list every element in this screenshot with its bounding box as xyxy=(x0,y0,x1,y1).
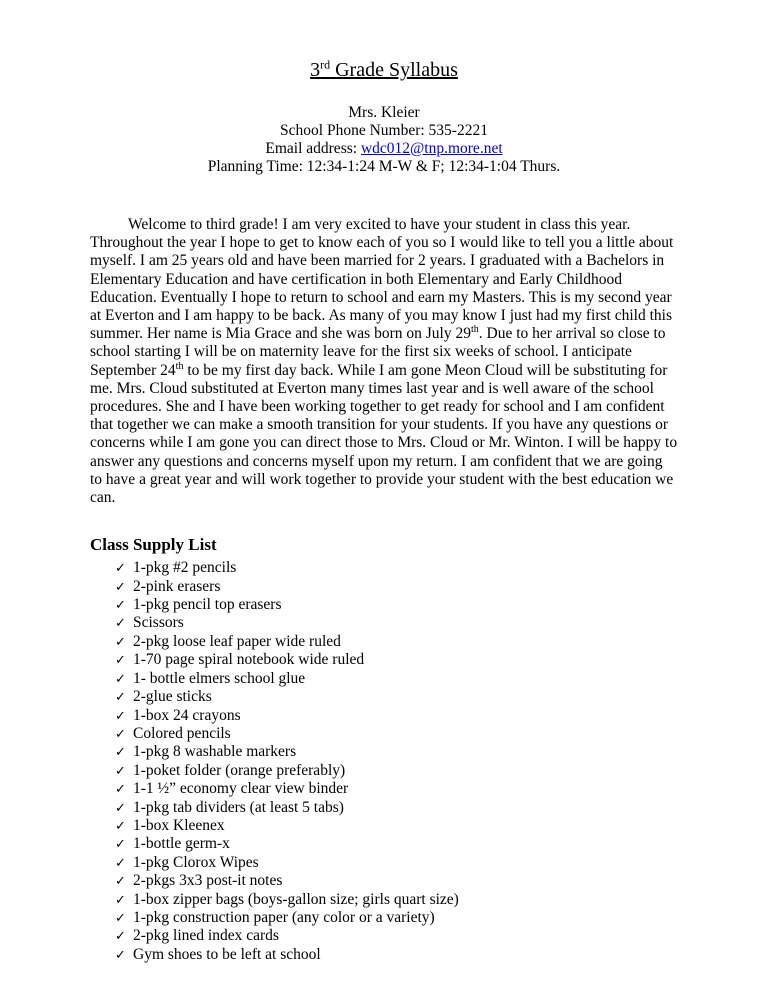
checkmark-icon: ✓ xyxy=(115,690,126,706)
checkmark-icon: ✓ xyxy=(115,634,126,650)
supply-item-label: 1-box Kleenex xyxy=(133,816,225,834)
supply-item-label: 1-70 page spiral notebook wide ruled xyxy=(133,651,365,669)
supply-item xyxy=(115,596,678,614)
checkmark-icon: ✓ xyxy=(115,616,126,632)
supply-item xyxy=(115,817,678,835)
checkmark-icon: ✓ xyxy=(115,855,126,871)
checkmark-icon: ✓ xyxy=(115,671,126,687)
supply-item-label: 1-pkg tab dividers (at least 5 tabs) xyxy=(133,798,344,816)
welcome-text-1: Welcome to third grade! I am very excited to have your student in class this year. Throughout the year I hope to get to know each of you so I would like to tell you a little about myself. I am 25 years old and have been married for 2 years. I graduated with a Bachelors in Elementary Education and have certification in both Elementary and Early Childhood Education. Eventually I hope to return to school and earn my Masters. This is my second year at Everton and I am happy to be back. As many of you may know I just had my first child this summer. Her name is Mia Grace and she was born on July 29 xyxy=(90,216,674,343)
supply-item xyxy=(115,578,678,596)
supply-item xyxy=(115,614,678,632)
supply-item-label: 1-bottle germ-x xyxy=(133,835,230,853)
email-line xyxy=(90,140,678,158)
checkmark-icon: ✓ xyxy=(115,929,126,945)
checkmark-icon: ✓ xyxy=(115,763,126,779)
supply-item xyxy=(115,891,678,909)
welcome-text-2: . Due to her arrival so close to school starting I will be on maternity leave for the first six weeks of school. I anticipate September 24 xyxy=(90,325,666,379)
supply-item-label: 1-box 24 crayons xyxy=(133,706,241,724)
title-text-prefix: 3 xyxy=(310,59,321,81)
checkmark-icon: ✓ xyxy=(115,653,126,669)
checkmark-icon: ✓ xyxy=(115,818,126,834)
checkmark-icon: ✓ xyxy=(115,837,126,853)
supply-item-label: 1-1 ½” economy clear view binder xyxy=(133,780,349,798)
supply-item xyxy=(115,559,678,577)
supply-item-label: 1- bottle elmers school glue xyxy=(133,669,306,687)
supply-item-label: Colored pencils xyxy=(133,724,231,742)
supply-item-label: 1-poket folder (orange preferably) xyxy=(133,761,346,779)
supply-item xyxy=(115,762,678,780)
title-superscript: rd xyxy=(320,57,331,72)
supply-item-label: Gym shoes to be left at school xyxy=(133,945,321,963)
checkmark-icon: ✓ xyxy=(115,561,126,577)
supply-item-label: 1-pkg 8 washable markers xyxy=(133,743,297,761)
checkmark-icon: ✓ xyxy=(115,800,126,816)
title-text-rest: Grade Syllabus xyxy=(330,59,458,81)
checkmark-icon: ✓ xyxy=(115,579,126,595)
supply-item xyxy=(115,651,678,669)
teacher-name: Mrs. Kleier xyxy=(348,104,420,121)
supply-item xyxy=(115,854,678,872)
page-title xyxy=(90,58,678,82)
supply-item xyxy=(115,688,678,706)
supply-item-label: 2-pkg loose leaf paper wide ruled xyxy=(133,632,341,650)
supply-item xyxy=(115,670,678,688)
welcome-paragraph xyxy=(90,216,678,507)
welcome-text-3: to be my first day back. While I am gone Meon Cloud will be substituting for me. Mrs. Cloud substituted at Everton many times last year and is well aware of the school procedures. She and I have been working together to get ready for school and I am confident that together we can make a smooth transition for your students. If you have any questions or concerns while I am gone you can direct those to Mrs. Cloud or Mr. Winton. I will be happy to answer any questions and concerns myself upon my return. I am confident that we are going to have a great year and will work together to provide your student with the best education we can. xyxy=(90,361,678,507)
supply-item xyxy=(115,927,678,945)
supply-item xyxy=(115,725,678,743)
supply-item xyxy=(115,946,678,964)
email-link[interactable]: wdc012@tnp.more.net xyxy=(360,140,503,157)
checkmark-icon: ✓ xyxy=(115,947,126,963)
supply-item xyxy=(115,633,678,651)
welcome-superscript-2: th xyxy=(175,360,184,372)
supply-item-label: Scissors xyxy=(133,614,184,632)
checkmark-icon: ✓ xyxy=(115,745,126,761)
supply-item-label: 1-pkg pencil top erasers xyxy=(133,596,282,614)
checkmark-icon: ✓ xyxy=(115,726,126,742)
email-label: Email address: xyxy=(265,140,361,157)
checkmark-icon: ✓ xyxy=(115,598,126,614)
contact-header xyxy=(90,104,678,176)
supply-item-label: 2-pkg lined index cards xyxy=(133,927,279,945)
welcome-superscript-1: th xyxy=(470,324,479,336)
planning-time: Planning Time: 12:34-1:24 M-W & F; 12:34-1:04 Thurs. xyxy=(207,158,561,175)
supply-item xyxy=(115,835,678,853)
supply-item-label: 1-pkg Clorox Wipes xyxy=(133,853,259,871)
checkmark-icon: ✓ xyxy=(115,910,126,926)
supply-item-label: 2-glue sticks xyxy=(133,688,212,706)
school-phone: School Phone Number: 535-2221 xyxy=(280,122,488,139)
checkmark-icon: ✓ xyxy=(115,892,126,908)
checkmark-icon: ✓ xyxy=(115,874,126,890)
supply-list xyxy=(115,559,678,964)
supply-item xyxy=(115,799,678,817)
supply-item-label: 2-pink erasers xyxy=(133,577,221,595)
checkmark-icon: ✓ xyxy=(115,708,126,724)
supply-item xyxy=(115,780,678,798)
supply-item-label: 1-box zipper bags (boys-gallon size; girls quart size) xyxy=(133,890,459,908)
supply-item-label: 1-pkg #2 pencils xyxy=(133,559,237,577)
supply-item xyxy=(115,743,678,761)
checkmark-icon: ✓ xyxy=(115,782,126,798)
supply-list-heading: Class Supply List xyxy=(90,535,217,555)
supply-item xyxy=(115,707,678,725)
supply-item-label: 2-pkgs 3x3 post-it notes xyxy=(133,872,283,890)
supply-item-label: 1-pkg construction paper (any color or a variety) xyxy=(133,908,435,926)
supply-item xyxy=(115,909,678,927)
supply-item xyxy=(115,872,678,890)
